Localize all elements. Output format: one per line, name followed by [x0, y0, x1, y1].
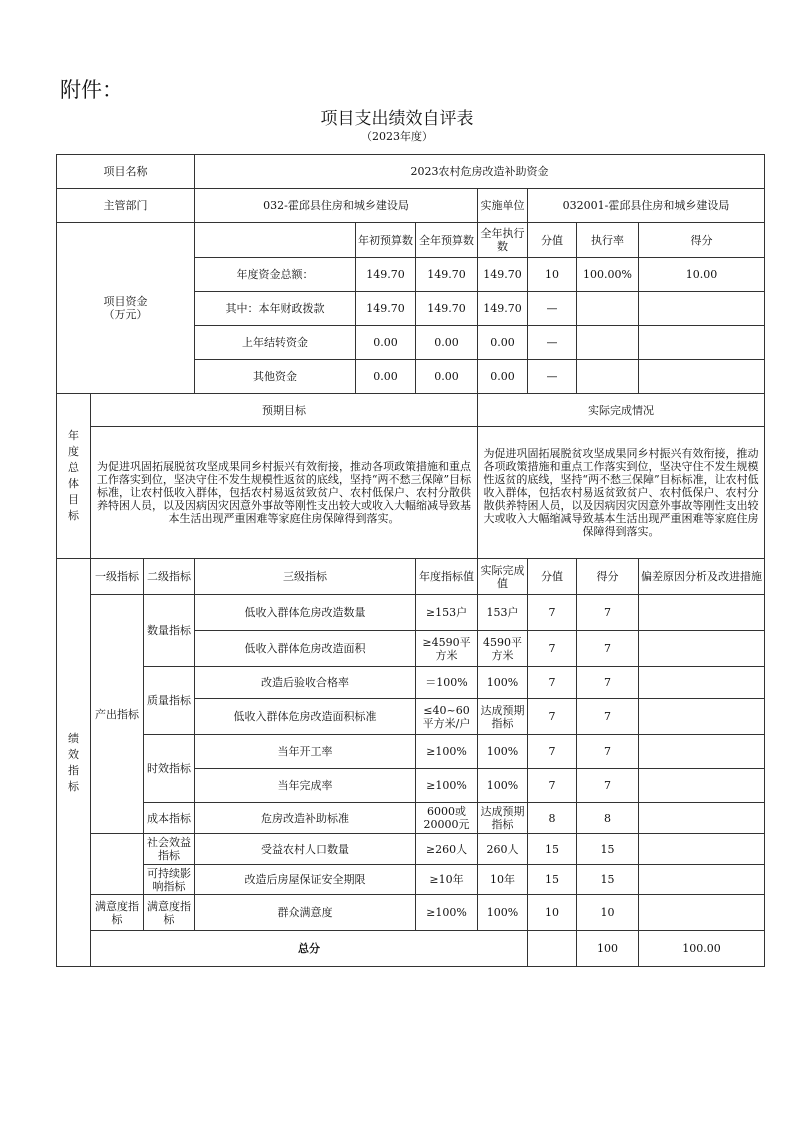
funds-rate	[577, 360, 639, 394]
level2-cost: 成本指标	[144, 803, 195, 834]
funds-header-rate: 执行率	[577, 223, 639, 258]
indicator-name: 低收入群体危房改造面积标准	[195, 699, 416, 735]
attachment-label: 附件：	[60, 78, 123, 102]
funds-row-label: 上年结转资金	[195, 326, 356, 360]
funds-row-label: 其中：本年财政拨款	[195, 292, 356, 326]
indicator-score: 10	[577, 895, 639, 931]
ind-header-level2: 二级指标	[144, 559, 195, 595]
indicator-target: ＝100%	[416, 667, 478, 699]
level1-effect	[91, 834, 144, 895]
ind-header-score: 得分	[577, 559, 639, 595]
indicator-actual: 100%	[478, 769, 528, 803]
project-name: 2023农村危房改造补助资金	[195, 155, 765, 189]
indicator-target: ≥260人	[416, 834, 478, 865]
indicator-target: ≤40~60平方米/户	[416, 699, 478, 735]
funds-initial: 0.00	[356, 326, 416, 360]
performance-table	[56, 154, 765, 967]
indicator-target: ≥153户	[416, 595, 478, 631]
indicator-actual: 100%	[478, 895, 528, 931]
ind-header-weight: 分值	[528, 559, 577, 595]
indicator-weight: 7	[528, 595, 577, 631]
indicator-weight: 7	[528, 667, 577, 699]
funds-weight: 10	[528, 258, 577, 292]
indicator-target: ≥4590平方米	[416, 631, 478, 667]
indicator-actual: 达成预期指标	[478, 699, 528, 735]
funds-row-label: 年度资金总额：	[195, 258, 356, 292]
funds-initial: 0.00	[356, 360, 416, 394]
funds-weight: —	[528, 326, 577, 360]
funds-annual: 0.00	[416, 360, 478, 394]
indicator-note	[639, 667, 765, 699]
funds-annual: 149.70	[416, 258, 478, 292]
indicator-actual: 100%	[478, 735, 528, 769]
funds-executed: 0.00	[478, 360, 528, 394]
indicator-target: ≥100%	[416, 735, 478, 769]
funds-header-executed: 全年执行数	[478, 223, 528, 258]
ind-header-actual: 实际完成值	[478, 559, 528, 595]
total-blank	[528, 931, 577, 967]
goals-expected-header: 预期目标	[91, 394, 478, 427]
ind-header-target: 年度指标值	[416, 559, 478, 595]
indicator-actual: 153户	[478, 595, 528, 631]
funds-header-blank	[195, 223, 356, 258]
indicator-score: 7	[577, 735, 639, 769]
indicator-target: 6000或20000元	[416, 803, 478, 834]
page-title: 项目支出绩效自评表	[320, 109, 474, 129]
indicator-name: 当年完成率	[195, 769, 416, 803]
indicator-name: 受益农村人口数量	[195, 834, 416, 865]
funds-score	[639, 292, 765, 326]
goals-actual-header: 实际完成情况	[478, 394, 765, 427]
indicator-note	[639, 803, 765, 834]
indicator-target: ≥100%	[416, 895, 478, 931]
ind-header-level1: 一级指标	[91, 559, 144, 595]
funds-header-score: 得分	[639, 223, 765, 258]
level1-output: 产出指标	[91, 595, 144, 834]
indicator-weight: 8	[528, 803, 577, 834]
indicator-weight: 7	[528, 735, 577, 769]
funds-score	[639, 326, 765, 360]
indicator-actual: 260人	[478, 834, 528, 865]
indicators-section-label	[57, 559, 91, 967]
indicator-score: 7	[577, 769, 639, 803]
indicator-note	[639, 769, 765, 803]
project-name-label: 项目名称	[57, 155, 195, 189]
funds-annual: 149.70	[416, 292, 478, 326]
indicator-name: 低收入群体危房改造数量	[195, 595, 416, 631]
funds-rate	[577, 292, 639, 326]
indicator-actual: 达成预期指标	[478, 803, 528, 834]
indicator-weight: 7	[528, 699, 577, 735]
indicator-weight: 10	[528, 895, 577, 931]
total-weight: 100	[577, 931, 639, 967]
indicator-note	[639, 595, 765, 631]
dept-label: 主管部门	[57, 189, 195, 223]
level2-sustainability: 可持续影响指标	[144, 865, 195, 895]
indicator-note	[639, 699, 765, 735]
unit-label: 实施单位	[478, 189, 528, 223]
indicator-name: 危房改造补助标准	[195, 803, 416, 834]
funds-rate	[577, 326, 639, 360]
funds-row-label: 其他资金	[195, 360, 356, 394]
indicator-name: 改造后验收合格率	[195, 667, 416, 699]
funds-header-annual: 全年预算数	[416, 223, 478, 258]
indicator-score: 7	[577, 667, 639, 699]
indicator-weight: 15	[528, 865, 577, 895]
funds-score: 10.00	[639, 258, 765, 292]
total-score: 100.00	[639, 931, 765, 967]
indicator-note	[639, 735, 765, 769]
indicators-section-text: 绩效指标	[68, 731, 79, 793]
indicator-note	[639, 834, 765, 865]
indicator-name: 低收入群体危房改造面积	[195, 631, 416, 667]
level2-quantity: 数量指标	[144, 595, 195, 667]
indicator-score: 15	[577, 834, 639, 865]
indicator-target: ≥100%	[416, 769, 478, 803]
year-label: （2023年度）	[361, 130, 433, 143]
indicator-score: 8	[577, 803, 639, 834]
ind-header-note: 偏差原因分析及改进措施	[639, 559, 765, 595]
funds-weight: —	[528, 292, 577, 326]
funds-annual: 0.00	[416, 326, 478, 360]
indicator-weight: 7	[528, 769, 577, 803]
level2-satisfaction: 满意度指标	[144, 895, 195, 931]
level2-quality: 质量指标	[144, 667, 195, 735]
goals-section-label	[57, 394, 91, 559]
indicator-score: 7	[577, 595, 639, 631]
indicator-actual: 100%	[478, 667, 528, 699]
indicator-name: 改造后房屋保证安全期限	[195, 865, 416, 895]
goals-expected-text: 为促进巩固拓展脱贫攻坚成果同乡村振兴有效衔接，推动各项政策措施和重点工作落实到位，坚决守住不发生规模性返贫的底线，坚持“两不愁三保障”目标标准，让农村低收入群体，包括农村易返贫致贫户、农村低保户、农村分散供养特困人员，以及因病因灾因意外事故等刚性支出较大或收入大幅缩减导致基本生活出现严重困难等家庭住房保障得到落实。	[91, 427, 478, 559]
unit-value: 032001-霍邱县住房和城乡建设局	[528, 189, 765, 223]
indicator-score: 15	[577, 865, 639, 895]
indicator-name: 群众满意度	[195, 895, 416, 931]
indicator-name: 当年开工率	[195, 735, 416, 769]
funds-score	[639, 360, 765, 394]
indicator-note	[639, 865, 765, 895]
level2-social-benefit: 社会效益指标	[144, 834, 195, 865]
dept-value: 032-霍邱县住房和城乡建设局	[195, 189, 478, 223]
indicator-note	[639, 895, 765, 931]
indicator-score: 7	[577, 631, 639, 667]
goals-section-text: 年度总体目标	[68, 429, 79, 522]
funds-header-weight: 分值	[528, 223, 577, 258]
funds-header-initial: 年初预算数	[356, 223, 416, 258]
funds-initial: 149.70	[356, 258, 416, 292]
level2-timeliness: 时效指标	[144, 735, 195, 803]
ind-header-level3: 三级指标	[195, 559, 416, 595]
indicator-actual: 4590平方米	[478, 631, 528, 667]
indicator-weight: 15	[528, 834, 577, 865]
indicator-target: ≥10年	[416, 865, 478, 895]
goals-actual-text: 为促进巩固拓展脱贫攻坚成果同乡村振兴有效衔接，推动各项政策措施和重点工作落实到位，坚决守住不发生规模性返贫的底线，坚持“两不愁三保障”目标标准，让农村低收入群体，包括农村易返贫致贫户、农村低保户、农村分散供养特困人员，以及因病因灾因意外事故等刚性支出较大或收入大幅缩减导致基本生活出现严重困难等家庭住房保障得到落实。	[478, 427, 765, 559]
indicator-weight: 7	[528, 631, 577, 667]
funds-rate: 100.00%	[577, 258, 639, 292]
funds-weight: —	[528, 360, 577, 394]
funds-label: 项目资金 （万元）	[57, 223, 195, 394]
indicator-actual: 10年	[478, 865, 528, 895]
indicator-score: 7	[577, 699, 639, 735]
total-label: 总分	[91, 931, 528, 967]
level1-satisfaction: 满意度指标	[91, 895, 144, 931]
funds-executed: 149.70	[478, 258, 528, 292]
funds-executed: 0.00	[478, 326, 528, 360]
funds-initial: 149.70	[356, 292, 416, 326]
indicator-note	[639, 631, 765, 667]
funds-executed: 149.70	[478, 292, 528, 326]
